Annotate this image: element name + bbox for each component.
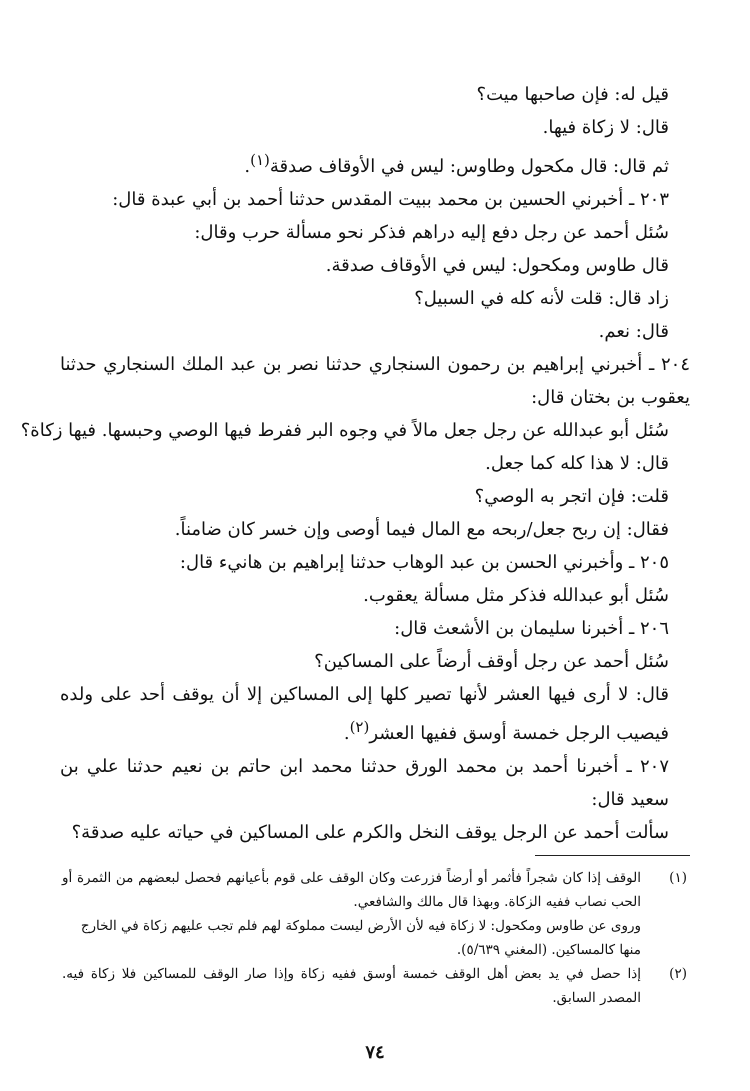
text-line [60,678,690,750]
text-line: قال: لا هذا كله كما جعل. [485,453,669,474]
text-span: ثم قال: قال مكحول وطاوس: ليس في الأوقاف صدقة [269,156,669,177]
footnote-text: الوقف إذا كان شجراً فأثمر أو أرضاً فزرعت وكان الوقف على قوم بأعيانهم فحصل لبعضهم من الثمرة أو الحب نصاب ففيه الزكاة. وبهذا قال مالك والشافعي. [62,870,641,910]
text-line: سُئل أحمد عن رجل أوقف أرضاً على المساكين؟ [314,651,669,672]
hadith-206: ٢٠٦ ـ أخبرنا سليمان بن الأشعث قال: [394,618,669,639]
hadith-204: ٢٠٤ ـ أخبرني إبراهيم بن رحمون السنجاري حدثنا نصر بن عبد الملك السنجاري حدثنا يعقوب بن بختان قال: [60,354,690,408]
text-line: قال: لا زكاة فيها. [542,117,669,138]
footnote-text: وروى عن طاوس ومكحول: لا زكاة فيه لأن الأرض ليست مملوكة لهم فلم تجب عليهم زكاة في الخارج منها كالمساكين. (المغني ٥/٦٣٩). [80,918,641,958]
footnote-2 [62,962,687,1010]
hadith-207: ٢٠٧ ـ أخبرنا أحمد بن محمد الورق حدثنا محمد ابن حاتم بن نعيم حدثنا علي بن سعيد قال: [60,756,669,810]
text-line: قيل له: فإن صاحبها ميت؟ [476,84,669,105]
main-text [20,78,690,849]
text-line: فقال: إن ربح جعل/ربحه مع المال فيما أوصى وإن خسر كان ضامناً. [174,519,669,540]
text-line: سألت أحمد عن الرجل يوقف النخل والكرم على المساكين في حياته عليه صدقة؟ [71,822,669,843]
footnote-text: إذا حصل في يد بعض أهل الوقف خمسة أوسق ففيه زكاة وإذا صار الوقف للمساكين فلا زكاة فيه. المصدر السابق. [62,966,641,1006]
text-span: قال: لا أرى فيها العشر لأنها تصير كلها إلى المساكين إلا أن يوقف أحد على ولده فيصيب الرجل خمسة أوسق ففيها العشر [60,684,669,744]
text-line: سُئل أبو عبدالله عن رجل جعل مالاً في وجوه البر ففرط فيها الوصي وحبسها. فيها زكاة؟ [20,420,669,441]
text-line [60,144,690,183]
text-line: سُئل أبو عبدالله فذكر مثل مسألة يعقوب. [363,585,669,606]
footnote-ref: (١) [250,151,270,169]
text-line: زاد قال: قلت لأنه كله في السبيل؟ [414,288,669,309]
hadith-205: ٢٠٥ ـ وأخبرني الحسن بن عبد الوهاب حدثنا إبراهيم بن هانيء قال: [179,552,669,573]
text-line: قال طاوس ومكحول: ليس في الأوقاف صدقة. [325,255,669,276]
footnote-1 [62,866,687,914]
text-line: قلت: فإن اتجر به الوصي؟ [474,486,669,507]
text-span: . [343,723,350,744]
footnotes [62,866,687,1010]
text-span: . [244,156,251,177]
footnote-separator [535,855,690,856]
page-number: ٧٤ [365,1042,385,1063]
footnote-number: (٢) [669,966,687,982]
text-line: سُئل أحمد عن رجل دفع إليه دراهم فذكر نحو مسألة حرب وقال: [194,222,669,243]
footnote-ref: (٢) [349,718,370,736]
footnote-number: (١) [669,870,687,886]
hadith-203: ٢٠٣ ـ أخبرني الحسين بن محمد ببيت المقدس حدثنا أحمد بن أبي عبدة قال: [112,189,669,210]
text-line: قال: نعم. [598,321,669,342]
